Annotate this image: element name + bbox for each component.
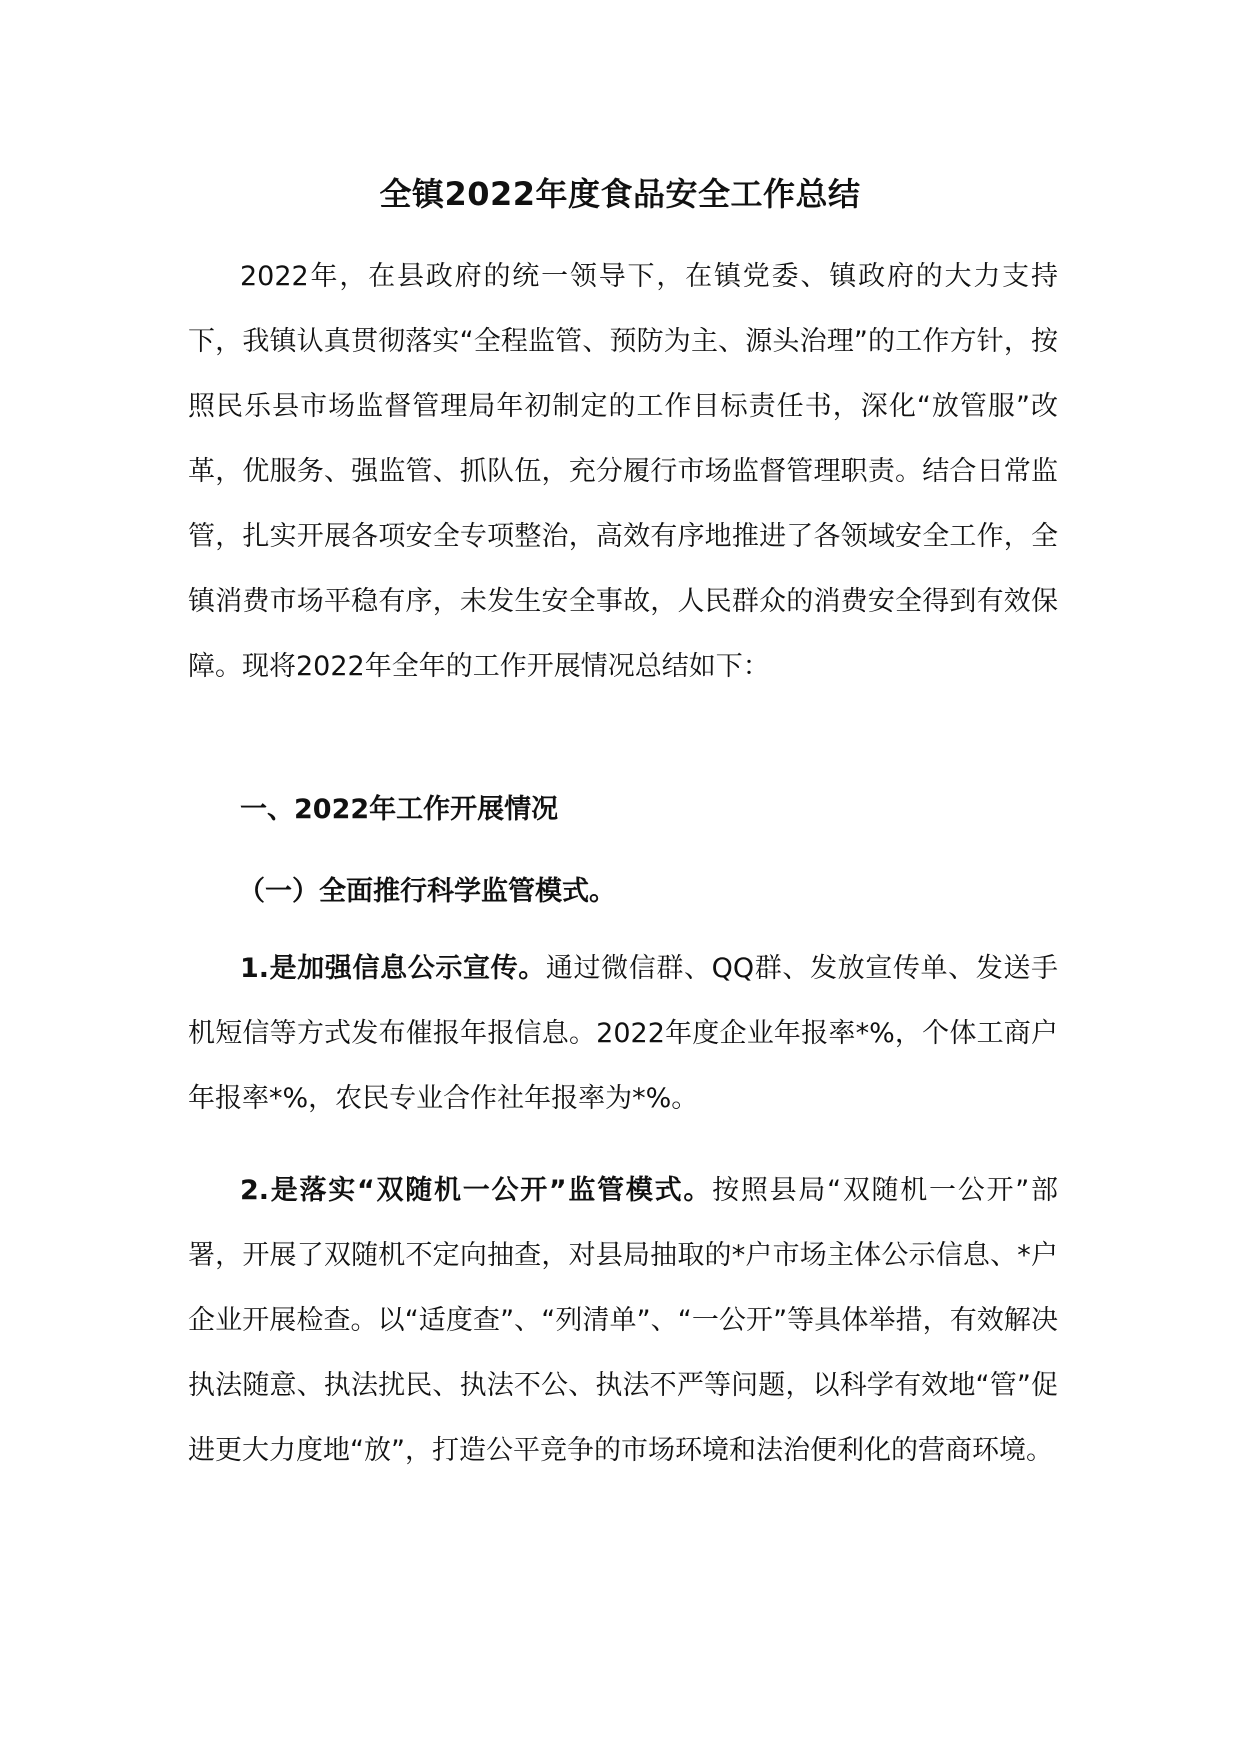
document-title: 全镇2022年度食品安全工作总结	[379, 175, 861, 213]
item-text: 按照县局“双随机一公开”部署，开展了双随机不定向抽查，对县局抽取的*户市场主体公示信息、*户企业开展检查。以“适度查”、“列清单”、“一公开”等具体举措，有效解决执法随意、执法扰民、执法不公、执法不严等问题，以科学有效地“管”促进更大力度地“放”，打造公平竞争的市场环境和法治便利化的营商环境。	[188, 1175, 1058, 1466]
item-lead: 1.是加强信息公示宣传。	[240, 953, 546, 984]
item-paragraph-2	[188, 1158, 1058, 1483]
section-heading: 一、2022年工作开展情况	[240, 794, 559, 825]
intro-paragraph: 2022年，在县政府的统一领导下，在镇党委、镇政府的大力支持下，我镇认真贯彻落实“全程监管、预防为主、源头治理”的工作方针，按照民乐县市场监督管理局年初制定的工作目标责任书，深化“放管服”改革，优服务、强监管、抓队伍，充分履行市场监督管理职责。结合日常监管，扎实开展各项安全专项整治，高效有序地推进了各领域安全工作，全镇消费市场平稳有序，未发生安全事故，人民群众的消费安全得到有效保障。现将2022年全年的工作开展情况总结如下：	[188, 261, 1058, 682]
subsection-heading: （一）全面推行科学监管模式。	[238, 876, 616, 907]
item-paragraph-1	[188, 936, 1058, 1131]
item-lead: 2.是落实“双随机一公开”监管模式。	[240, 1175, 713, 1206]
item-text: 通过微信群、QQ群、发放宣传单、发送手机短信等方式发布催报年报信息。2022年度企业年报率*%，个体工商户年报率*%，农民专业合作社年报率为*%。	[188, 953, 1058, 1114]
